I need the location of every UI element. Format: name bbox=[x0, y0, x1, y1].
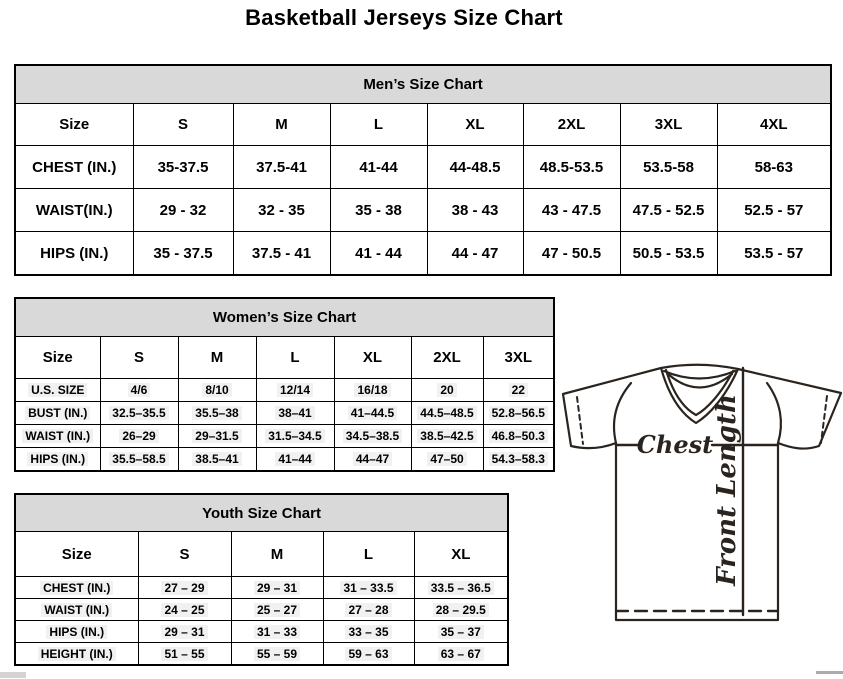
size-cell: 29 – 31 bbox=[231, 577, 323, 599]
size-cell: 50.5 - 53.5 bbox=[620, 232, 717, 276]
col-header: XL bbox=[414, 532, 508, 577]
col-header: 3XL bbox=[620, 104, 717, 146]
size-cell: 35.5–58.5 bbox=[100, 448, 178, 472]
size-cell: 33 – 35 bbox=[323, 621, 414, 643]
row-label: U.S. SIZE bbox=[15, 379, 100, 402]
mens-table-title: Men’s Size Chart bbox=[15, 65, 831, 104]
row-label: CHEST (IN.) bbox=[15, 146, 133, 189]
womens-size-table bbox=[14, 297, 555, 472]
womens-table-title: Women’s Size Chart bbox=[15, 298, 554, 337]
size-cell: 55 – 59 bbox=[231, 643, 323, 666]
size-cell: 34.5–38.5 bbox=[334, 425, 411, 448]
size-cell: 35 – 37 bbox=[414, 621, 508, 643]
col-header: 4XL bbox=[717, 104, 831, 146]
size-cell: 31.5–34.5 bbox=[256, 425, 334, 448]
scrollbar-fragment-left[interactable] bbox=[0, 672, 26, 678]
col-header: Size bbox=[15, 104, 133, 146]
col-header: L bbox=[256, 337, 334, 379]
col-header: 2XL bbox=[411, 337, 483, 379]
table-row bbox=[15, 232, 831, 276]
table-row bbox=[15, 599, 508, 621]
size-cell: 46.8–50.3 bbox=[483, 425, 554, 448]
front-length-label: Front Length bbox=[712, 394, 742, 586]
size-cell: 29–31.5 bbox=[178, 425, 256, 448]
size-cell: 27 – 28 bbox=[323, 599, 414, 621]
row-label: HIPS (IN.) bbox=[15, 621, 138, 643]
size-cell: 8/10 bbox=[178, 379, 256, 402]
size-cell: 52.8–56.5 bbox=[483, 402, 554, 425]
page-title: Basketball Jerseys Size Chart bbox=[245, 5, 563, 30]
col-header: S bbox=[138, 532, 231, 577]
size-cell: 35.5–38 bbox=[178, 402, 256, 425]
row-label: HIPS (IN.) bbox=[15, 232, 133, 276]
size-cell: 20 bbox=[411, 379, 483, 402]
table-row bbox=[15, 621, 508, 643]
size-cell: 44-48.5 bbox=[427, 146, 523, 189]
table-row bbox=[15, 379, 554, 402]
table-row bbox=[15, 643, 508, 666]
size-cell: 38.5–41 bbox=[178, 448, 256, 472]
size-cell: 25 – 27 bbox=[231, 599, 323, 621]
col-header: L bbox=[330, 104, 427, 146]
col-header: S bbox=[100, 337, 178, 379]
chest-label: Chest bbox=[636, 430, 714, 459]
table-row bbox=[15, 402, 554, 425]
size-cell: 24 – 25 bbox=[138, 599, 231, 621]
col-header: M bbox=[231, 532, 323, 577]
size-cell: 35-37.5 bbox=[133, 146, 233, 189]
row-label: WAIST(IN.) bbox=[15, 189, 133, 232]
size-cell: 22 bbox=[483, 379, 554, 402]
size-cell: 51 – 55 bbox=[138, 643, 231, 666]
row-label: WAIST (IN.) bbox=[15, 425, 100, 448]
col-header: L bbox=[323, 532, 414, 577]
size-cell: 38.5–42.5 bbox=[411, 425, 483, 448]
size-cell: 58-63 bbox=[717, 146, 831, 189]
size-cell: 53.5 - 57 bbox=[717, 232, 831, 276]
size-cell: 4/6 bbox=[100, 379, 178, 402]
size-cell: 28 – 29.5 bbox=[414, 599, 508, 621]
size-cell: 54.3–58.3 bbox=[483, 448, 554, 472]
size-cell: 44.5–48.5 bbox=[411, 402, 483, 425]
size-cell: 31 – 33 bbox=[231, 621, 323, 643]
table-row bbox=[15, 448, 554, 472]
col-header: XL bbox=[334, 337, 411, 379]
youth-size-table bbox=[14, 493, 509, 666]
size-cell: 29 – 31 bbox=[138, 621, 231, 643]
row-label: BUST (IN.) bbox=[15, 402, 100, 425]
col-header: 2XL bbox=[523, 104, 620, 146]
size-cell: 63 – 67 bbox=[414, 643, 508, 666]
row-label: CHEST (IN.) bbox=[15, 577, 138, 599]
size-cell: 41–44 bbox=[256, 448, 334, 472]
size-cell: 41-44 bbox=[330, 146, 427, 189]
row-label: WAIST (IN.) bbox=[15, 599, 138, 621]
row-label: HIPS (IN.) bbox=[15, 448, 100, 472]
size-cell: 31 – 33.5 bbox=[323, 577, 414, 599]
size-cell: 59 – 63 bbox=[323, 643, 414, 666]
size-cell: 37.5 - 41 bbox=[233, 232, 330, 276]
youth-table-title: Youth Size Chart bbox=[15, 494, 508, 532]
col-header: Size bbox=[15, 337, 100, 379]
size-cell: 37.5-41 bbox=[233, 146, 330, 189]
col-header: XL bbox=[427, 104, 523, 146]
size-cell: 32.5–35.5 bbox=[100, 402, 178, 425]
size-cell: 38 - 43 bbox=[427, 189, 523, 232]
jersey-outline bbox=[563, 365, 841, 620]
size-cell: 53.5-58 bbox=[620, 146, 717, 189]
table-row bbox=[15, 146, 831, 189]
col-header: Size bbox=[15, 532, 138, 577]
size-cell: 43 - 47.5 bbox=[523, 189, 620, 232]
size-cell: 52.5 - 57 bbox=[717, 189, 831, 232]
size-cell: 41–44.5 bbox=[334, 402, 411, 425]
col-header: M bbox=[178, 337, 256, 379]
col-header: S bbox=[133, 104, 233, 146]
table-row bbox=[15, 425, 554, 448]
jersey-diagram bbox=[552, 352, 843, 634]
size-cell: 41 - 44 bbox=[330, 232, 427, 276]
size-cell: 35 - 38 bbox=[330, 189, 427, 232]
col-header: 3XL bbox=[483, 337, 554, 379]
mens-size-table bbox=[14, 64, 832, 276]
size-cell: 27 – 29 bbox=[138, 577, 231, 599]
size-cell: 26–29 bbox=[100, 425, 178, 448]
size-cell: 44–47 bbox=[334, 448, 411, 472]
size-cell: 12/14 bbox=[256, 379, 334, 402]
size-cell: 44 - 47 bbox=[427, 232, 523, 276]
size-cell: 48.5-53.5 bbox=[523, 146, 620, 189]
size-cell: 35 - 37.5 bbox=[133, 232, 233, 276]
size-cell: 47.5 - 52.5 bbox=[620, 189, 717, 232]
size-cell: 38–41 bbox=[256, 402, 334, 425]
scrollbar-fragment-right[interactable] bbox=[816, 671, 843, 674]
table-row bbox=[15, 577, 508, 599]
table-row bbox=[15, 189, 831, 232]
size-cell: 29 - 32 bbox=[133, 189, 233, 232]
row-label: HEIGHT (IN.) bbox=[15, 643, 138, 666]
col-header: M bbox=[233, 104, 330, 146]
size-cell: 32 - 35 bbox=[233, 189, 330, 232]
size-cell: 47 - 50.5 bbox=[523, 232, 620, 276]
size-cell: 47–50 bbox=[411, 448, 483, 472]
size-cell: 33.5 – 36.5 bbox=[414, 577, 508, 599]
size-cell: 16/18 bbox=[334, 379, 411, 402]
